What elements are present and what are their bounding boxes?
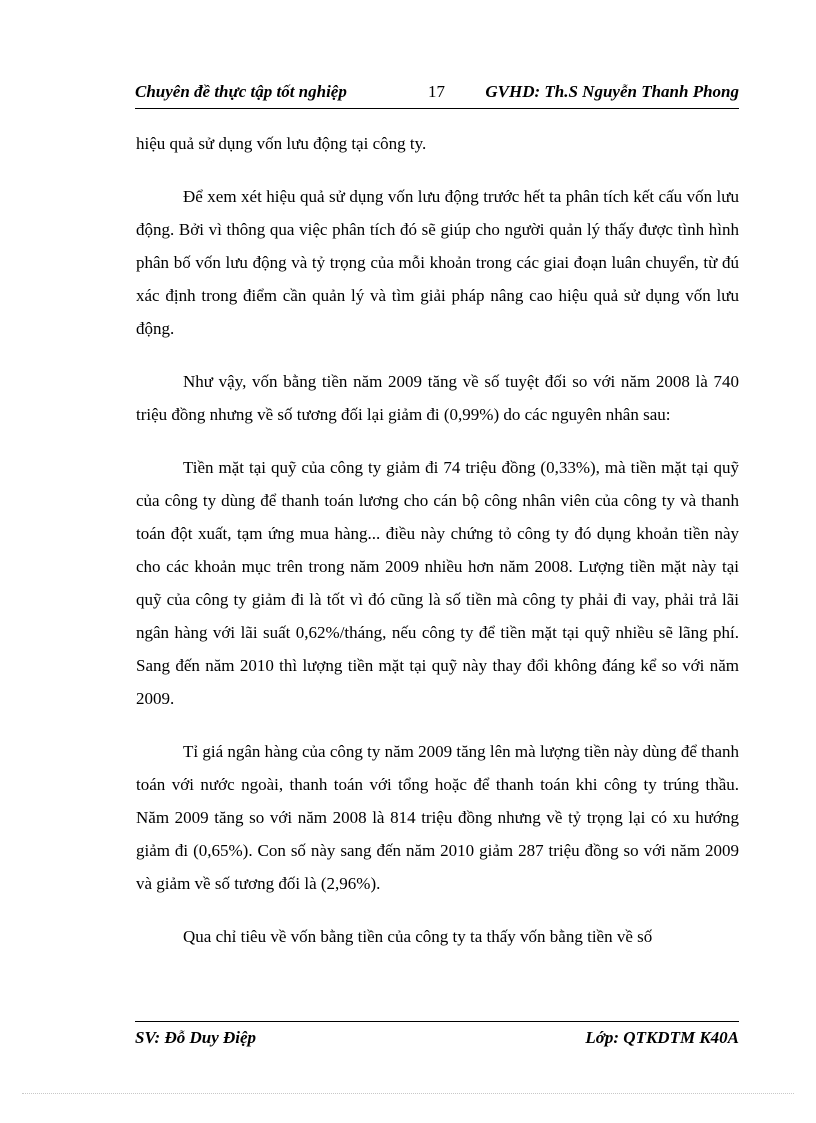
paragraph-continuation: hiệu quả sử dụng vốn lưu động tại công ty. [136,134,427,153]
paragraph-bank-rate: Tỉ giá ngân hàng của công ty năm 2009 tăng lên mà lượng tiền này dùng để thanh toán với nước ngoài, thanh toán với tổng hoặc để thanh toán khi công ty trúng thầu. Năm 2009 tăng so với năm 2008 là 814 triệu đồng nhưng về tỷ trọng lại có xu hướng giảm đi (0,65%). Con số này sang đến năm 2010 giảm 287 triệu đồng so với năm 2009 và giảm về số tương đối là (2,96%). [136,742,739,893]
document-body [136,127,739,953]
header-page-number: 17 [428,82,445,101]
paragraph-structure-analysis: Để xem xét hiệu quả sử dụng vốn lưu động trước hết ta phân tích kết cấu vốn lưu động. Bởi vì thông qua việc phân tích đó sẽ giúp cho người quản lý thấy được tình hình phân bố vốn lưu động và tỷ trọng của mỗi khoản trong các giai đoạn luân chuyển, từ đú xác định trong điểm cần quản lý và tìm giải pháp nâng cao hiệu quả sử dụng vốn lưu động. [136,187,739,338]
footer-class: Lớp: QTKDTM K40A [585,1028,739,1047]
page-bottom-edge [22,1093,794,1094]
header-supervisor: GVHD: Th.S Nguyễn Thanh Phong [485,82,739,101]
page-header [135,80,739,109]
paragraph-conclusion-start: Qua chỉ tiêu về vốn bằng tiền của công ty ta thấy vốn bằng tiền về số [183,927,653,946]
page-footer [135,1021,739,1052]
header-report-title: Chuyên đề thực tập tốt nghiệp [135,82,347,101]
paragraph-cash-capital: Như vậy, vốn bằng tiền năm 2009 tăng về số tuyệt đối so với năm 2008 là 740 triệu đồng nhưng về số tương đối lại giảm đi (0,99%) do các nguyên nhân sau: [136,372,739,424]
paragraph-cash-on-hand: Tiền mặt tại quỹ của công ty giảm đi 74 triệu đồng (0,33%), mà tiền mặt tại quỹ của công ty dùng để thanh toán lương cho cán bộ công nhân viên của công ty và thanh toán đột xuất, tạm ứng mua hàng... điều này chứng tỏ công ty đó dụng khoản tiền này cho các khoản mục trên trong năm 2009 nhiều hơn năm 2008. Lượng tiền mặt này tại quỹ của công ty giảm đi là tốt vì đó cũng là số tiền mà công ty phải đi vay, phải trả lãi ngân hàng với lãi suất 0,62%/tháng, nếu công ty để tiền mặt tại quỹ nhiều sẽ lãng phí. Sang đến năm 2010 thì lượng tiền mặt tại quỹ này thay đổi không đáng kể so với năm 2009. [136,458,739,708]
footer-student-name: SV: Đỗ Duy Điệp [135,1028,257,1047]
